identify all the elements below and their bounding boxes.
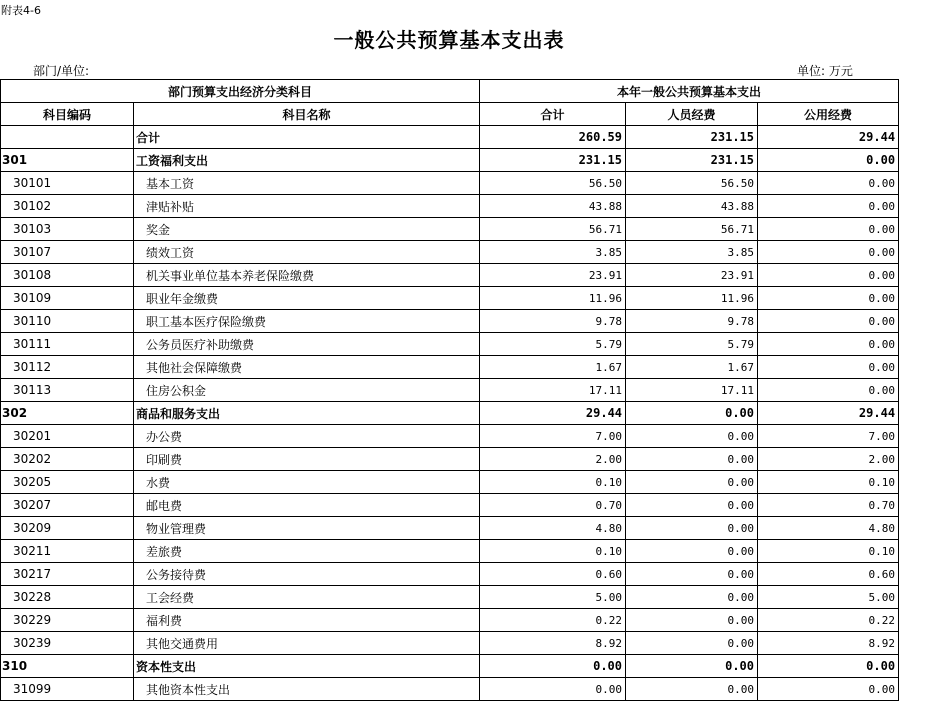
- row-total: 23.91: [480, 264, 626, 287]
- header-group-row: [1, 80, 899, 103]
- total-code: [1, 126, 134, 149]
- row-total: 0.00: [480, 678, 626, 701]
- row-name: 工会经费: [134, 586, 480, 609]
- total-public: 29.44: [758, 126, 899, 149]
- row-personnel: 0.00: [626, 517, 758, 540]
- row-total: 0.70: [480, 494, 626, 517]
- row-code: 30229: [1, 609, 134, 632]
- page-title: 一般公共预算基本支出表: [333, 28, 565, 52]
- row-name: 印刷费: [134, 448, 480, 471]
- annex-label: 附表4-6: [1, 4, 41, 17]
- header-column-row: [1, 103, 899, 126]
- row-code: 30101: [1, 172, 134, 195]
- header-public: 公用经费: [758, 103, 899, 126]
- table-row: [1, 471, 899, 494]
- row-code: 30211: [1, 540, 134, 563]
- row-name: 机关事业单位基本养老保险缴费: [134, 264, 480, 287]
- row-personnel: 0.00: [626, 632, 758, 655]
- row-name: 福利费: [134, 609, 480, 632]
- table-row: [1, 678, 899, 701]
- row-total: 3.85: [480, 241, 626, 264]
- row-personnel: 5.79: [626, 333, 758, 356]
- row-code: 30111: [1, 333, 134, 356]
- table-row: [1, 563, 899, 586]
- row-name: 奖金: [134, 218, 480, 241]
- budget-table: [0, 79, 899, 701]
- table-row: [1, 333, 899, 356]
- row-name: 住房公积金: [134, 379, 480, 402]
- row-personnel: 1.67: [626, 356, 758, 379]
- row-code: 30107: [1, 241, 134, 264]
- row-code: 30110: [1, 310, 134, 333]
- table-row: [1, 264, 899, 287]
- row-code: 310: [1, 655, 134, 678]
- row-code: 301: [1, 149, 134, 172]
- row-name: 办公费: [134, 425, 480, 448]
- row-public: 0.00: [758, 241, 899, 264]
- row-personnel: 56.71: [626, 218, 758, 241]
- row-total: 7.00: [480, 425, 626, 448]
- row-personnel: 43.88: [626, 195, 758, 218]
- row-public: 0.00: [758, 195, 899, 218]
- row-code: 30201: [1, 425, 134, 448]
- row-public: 0.10: [758, 471, 899, 494]
- row-personnel: 56.50: [626, 172, 758, 195]
- row-total: 17.11: [480, 379, 626, 402]
- row-personnel: 0.00: [626, 563, 758, 586]
- row-public: 0.00: [758, 149, 899, 172]
- row-code: 30239: [1, 632, 134, 655]
- table-header: [1, 80, 899, 126]
- row-code: 30217: [1, 563, 134, 586]
- row-public: 0.00: [758, 310, 899, 333]
- row-public: 0.00: [758, 264, 899, 287]
- row-code: 30102: [1, 195, 134, 218]
- row-total: 0.00: [480, 655, 626, 678]
- row-public: 0.00: [758, 356, 899, 379]
- row-code: 302: [1, 402, 134, 425]
- table-row: [1, 540, 899, 563]
- row-personnel: 0.00: [626, 402, 758, 425]
- row-public: 0.00: [758, 333, 899, 356]
- row-total: 0.60: [480, 563, 626, 586]
- row-total: 43.88: [480, 195, 626, 218]
- table-row: [1, 218, 899, 241]
- row-total: 4.80: [480, 517, 626, 540]
- row-public: 2.00: [758, 448, 899, 471]
- row-total: 0.10: [480, 540, 626, 563]
- table-row: [1, 241, 899, 264]
- row-name: 商品和服务支出: [134, 402, 480, 425]
- row-personnel: 0.00: [626, 471, 758, 494]
- row-public: 0.10: [758, 540, 899, 563]
- row-total: 2.00: [480, 448, 626, 471]
- table-row: [1, 494, 899, 517]
- row-personnel: 0.00: [626, 678, 758, 701]
- row-name: 公务接待费: [134, 563, 480, 586]
- table-row: [1, 586, 899, 609]
- department-label: 部门/单位:: [33, 64, 90, 78]
- table-row: [1, 149, 899, 172]
- row-name: 公务员医疗补助缴费: [134, 333, 480, 356]
- row-code: 30108: [1, 264, 134, 287]
- row-public: 0.00: [758, 218, 899, 241]
- row-code: 31099: [1, 678, 134, 701]
- table-row: [1, 379, 899, 402]
- row-personnel: 0.00: [626, 609, 758, 632]
- row-name: 资本性支出: [134, 655, 480, 678]
- row-public: 4.80: [758, 517, 899, 540]
- table-row: [1, 655, 899, 678]
- header-group-classification: 部门预算支出经济分类科目: [1, 80, 480, 103]
- table-row: [1, 356, 899, 379]
- row-name: 邮电费: [134, 494, 480, 517]
- row-total: 29.44: [480, 402, 626, 425]
- row-name: 其他社会保障缴费: [134, 356, 480, 379]
- row-total: 1.67: [480, 356, 626, 379]
- row-public: 0.22: [758, 609, 899, 632]
- row-public: 7.00: [758, 425, 899, 448]
- row-total: 5.00: [480, 586, 626, 609]
- row-personnel: 0.00: [626, 655, 758, 678]
- row-total: 9.78: [480, 310, 626, 333]
- row-name: 职工基本医疗保险缴费: [134, 310, 480, 333]
- table-row: [1, 609, 899, 632]
- row-total: 5.79: [480, 333, 626, 356]
- row-code: 30207: [1, 494, 134, 517]
- row-total: 11.96: [480, 287, 626, 310]
- row-public: 0.00: [758, 287, 899, 310]
- table-row: [1, 402, 899, 425]
- row-public: 0.00: [758, 379, 899, 402]
- row-total: 0.22: [480, 609, 626, 632]
- header-total: 合计: [480, 103, 626, 126]
- unit-label: 单位: 万元: [797, 64, 853, 78]
- row-name: 差旅费: [134, 540, 480, 563]
- table-row: [1, 310, 899, 333]
- row-code: 30202: [1, 448, 134, 471]
- row-personnel: 0.00: [626, 494, 758, 517]
- row-name: 津贴补贴: [134, 195, 480, 218]
- table-row: [1, 517, 899, 540]
- row-personnel: 0.00: [626, 540, 758, 563]
- row-personnel: 231.15: [626, 149, 758, 172]
- row-code: 30228: [1, 586, 134, 609]
- table-row: [1, 632, 899, 655]
- row-personnel: 0.00: [626, 448, 758, 471]
- row-public: 0.00: [758, 172, 899, 195]
- row-name: 工资福利支出: [134, 149, 480, 172]
- row-public: 8.92: [758, 632, 899, 655]
- table-row: [1, 448, 899, 471]
- row-name: 职业年金缴费: [134, 287, 480, 310]
- row-public: 0.60: [758, 563, 899, 586]
- row-code: 30109: [1, 287, 134, 310]
- row-personnel: 11.96: [626, 287, 758, 310]
- row-code: 30205: [1, 471, 134, 494]
- row-personnel: 9.78: [626, 310, 758, 333]
- total-personnel: 231.15: [626, 126, 758, 149]
- row-name: 绩效工资: [134, 241, 480, 264]
- row-public: 0.00: [758, 678, 899, 701]
- row-public: 5.00: [758, 586, 899, 609]
- row-name: 其他资本性支出: [134, 678, 480, 701]
- header-personnel: 人员经费: [626, 103, 758, 126]
- row-code: 30113: [1, 379, 134, 402]
- row-total: 56.50: [480, 172, 626, 195]
- row-code: 30209: [1, 517, 134, 540]
- row-personnel: 3.85: [626, 241, 758, 264]
- row-public: 29.44: [758, 402, 899, 425]
- row-total: 8.92: [480, 632, 626, 655]
- table-row: [1, 195, 899, 218]
- table-row: [1, 172, 899, 195]
- total-total: 260.59: [480, 126, 626, 149]
- row-personnel: 0.00: [626, 586, 758, 609]
- row-name: 水费: [134, 471, 480, 494]
- header-name: 科目名称: [134, 103, 480, 126]
- table-row: [1, 287, 899, 310]
- row-personnel: 17.11: [626, 379, 758, 402]
- row-name: 物业管理费: [134, 517, 480, 540]
- total-row: [1, 126, 899, 149]
- row-code: 30112: [1, 356, 134, 379]
- row-total: 56.71: [480, 218, 626, 241]
- row-code: 30103: [1, 218, 134, 241]
- row-personnel: 0.00: [626, 425, 758, 448]
- total-name: 合计: [134, 126, 480, 149]
- row-name: 基本工资: [134, 172, 480, 195]
- table-row: [1, 425, 899, 448]
- header-code: 科目编码: [1, 103, 134, 126]
- row-personnel: 23.91: [626, 264, 758, 287]
- row-name: 其他交通费用: [134, 632, 480, 655]
- table-body: [1, 126, 899, 701]
- row-public: 0.00: [758, 655, 899, 678]
- row-total: 0.10: [480, 471, 626, 494]
- header-group-basic-expenditure: 本年一般公共预算基本支出: [480, 80, 899, 103]
- row-total: 231.15: [480, 149, 626, 172]
- row-public: 0.70: [758, 494, 899, 517]
